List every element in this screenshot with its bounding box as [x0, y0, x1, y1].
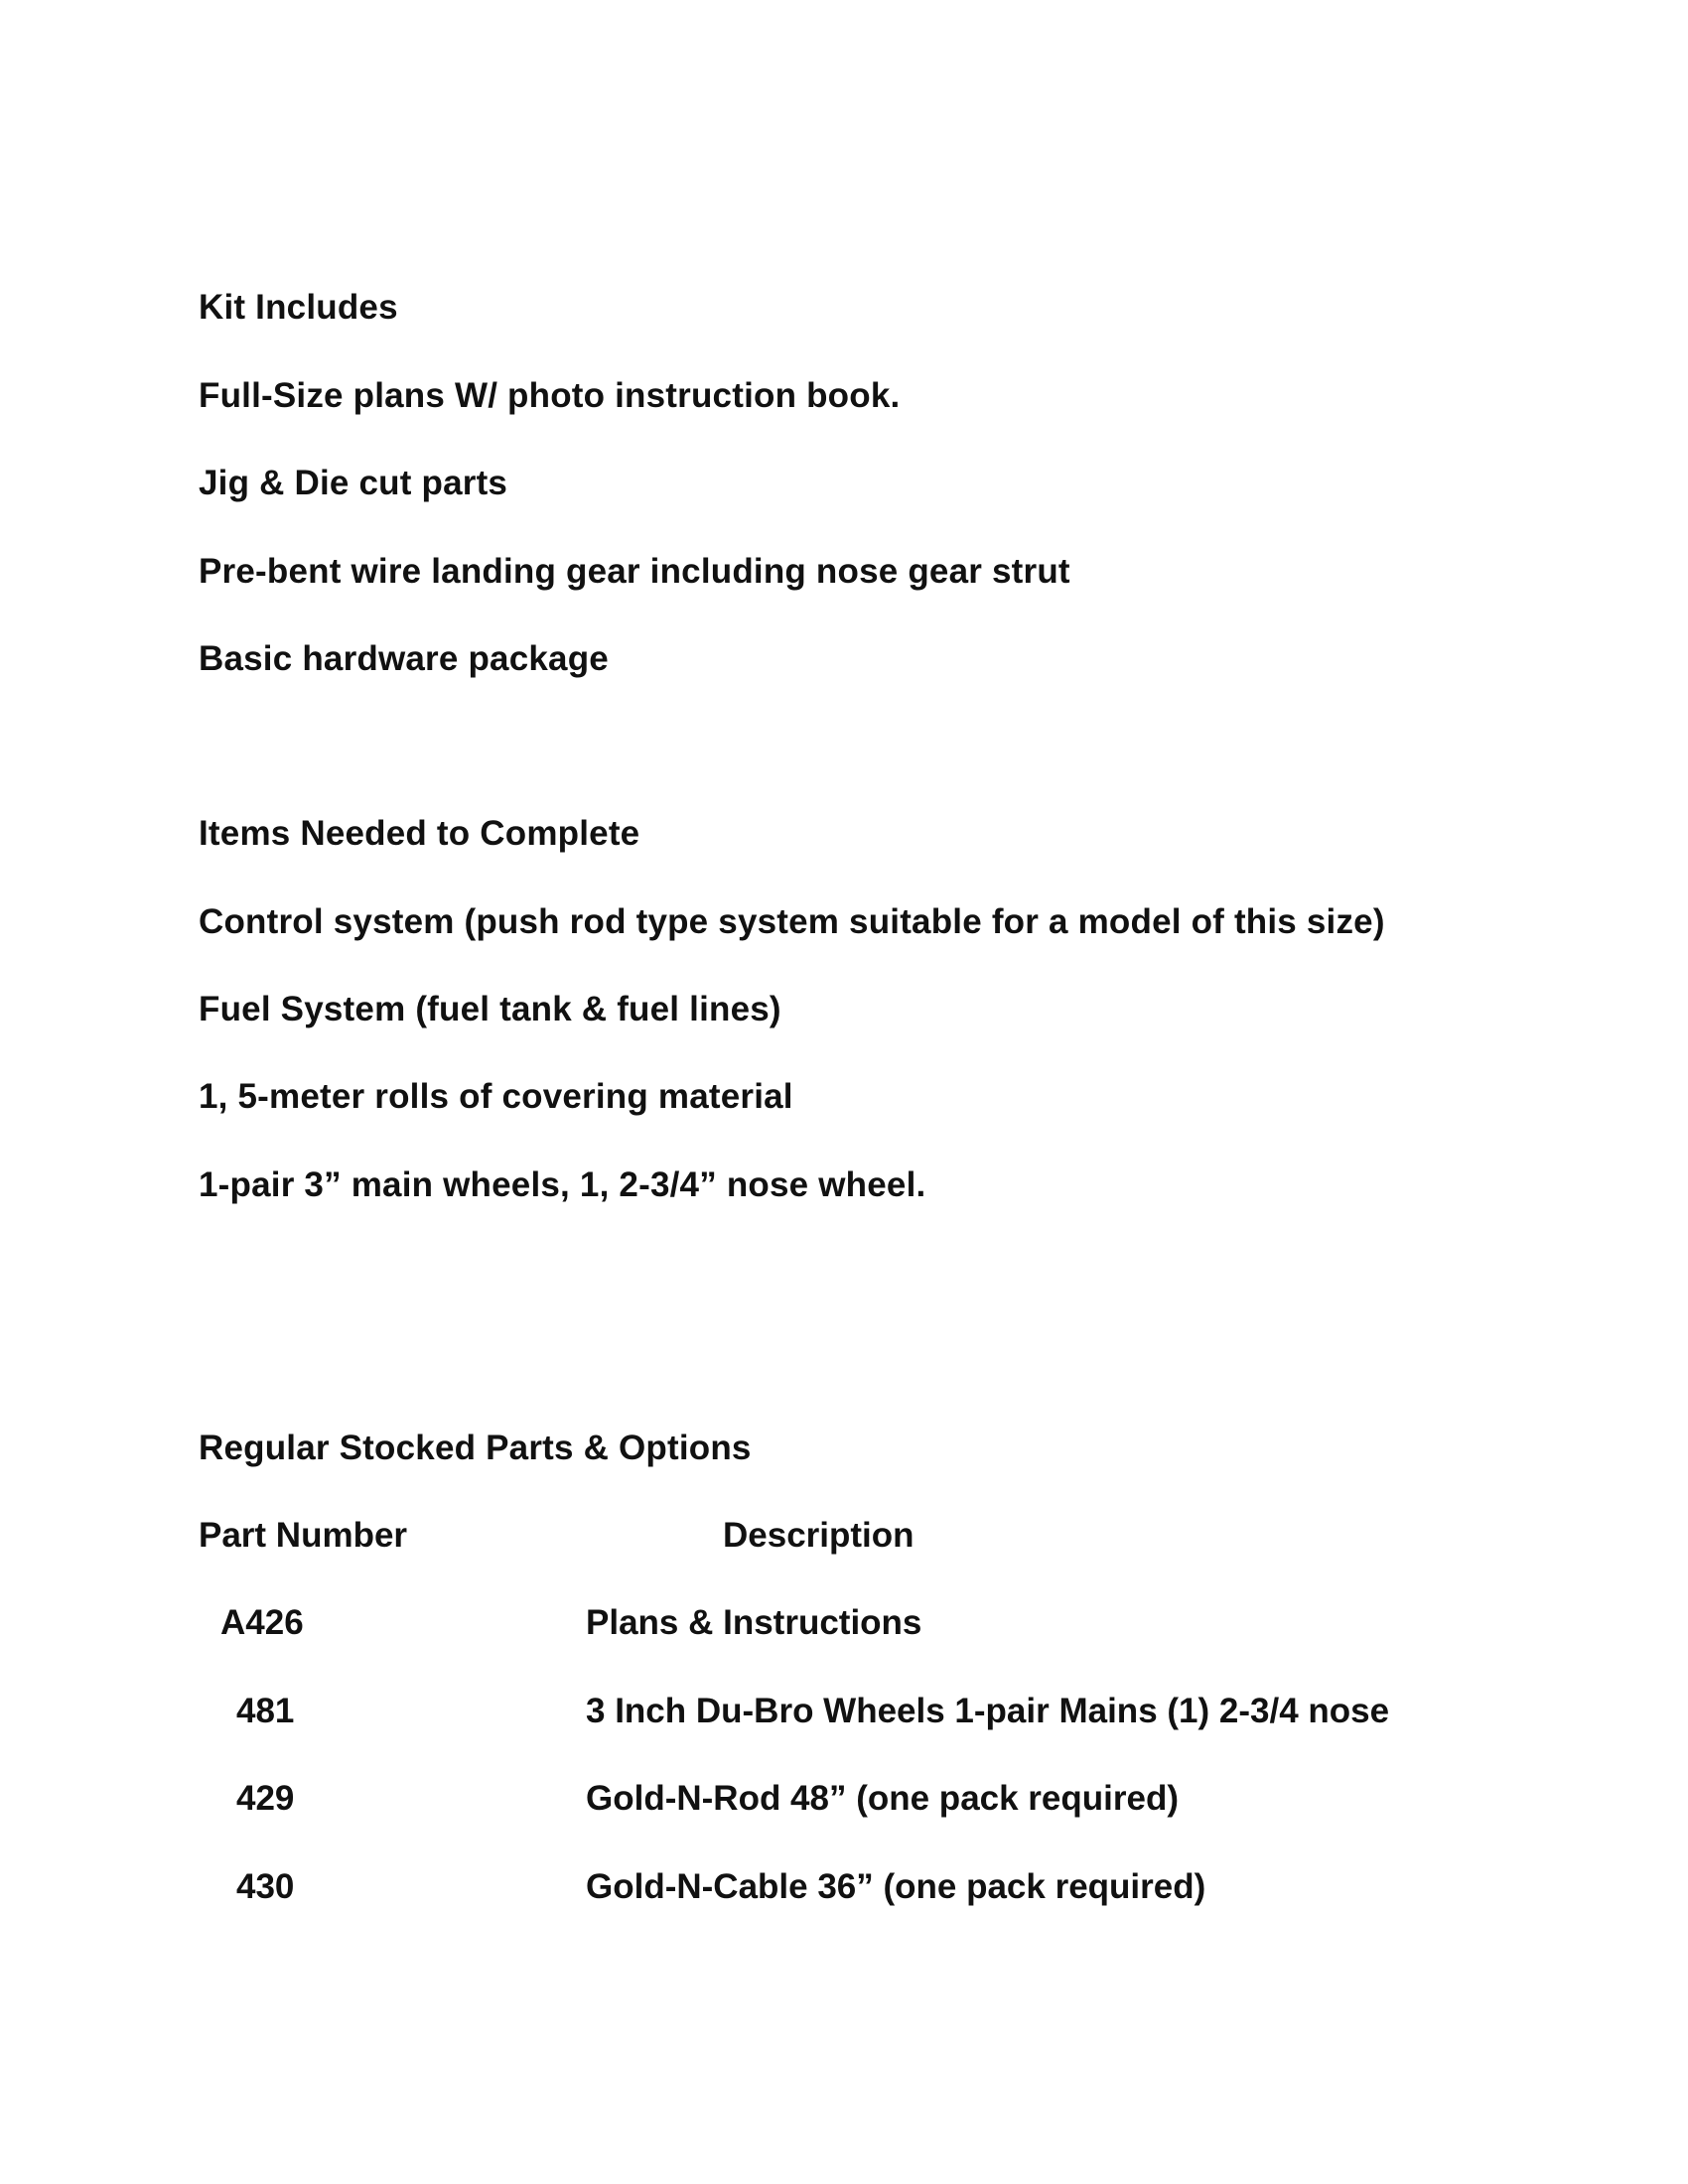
kit-includes-item: Pre-bent wire landing gear including nose gear strut	[199, 552, 1070, 591]
part-number: 429	[236, 1779, 295, 1818]
part-number: A426	[220, 1603, 304, 1642]
part-description: Gold-N-Rod 48” (one pack required)	[586, 1779, 1179, 1818]
kit-includes-heading: Kit Includes	[199, 288, 398, 327]
table-row	[0, 1690, 1688, 1733]
items-needed-heading: Items Needed to Complete	[199, 814, 640, 853]
parts-heading: Regular Stocked Parts & Options	[199, 1429, 752, 1467]
part-description: Gold-N-Cable 36” (one pack required)	[586, 1867, 1206, 1906]
part-number: 481	[236, 1692, 295, 1730]
kit-includes-item: Jig & Die cut parts	[199, 464, 508, 502]
table-row	[0, 1777, 1688, 1821]
column-header-description: Description	[723, 1516, 914, 1555]
items-needed-item: Control system (push rod type system suitable for a model of this size)	[199, 902, 1385, 941]
kit-includes-item: Basic hardware package	[199, 639, 609, 678]
items-needed-item: 1-pair 3” main wheels, 1, 2-3/4” nose wheel.	[199, 1165, 926, 1204]
table-row	[0, 1601, 1688, 1645]
parts-table-header	[0, 1514, 1688, 1558]
part-number: 430	[236, 1867, 295, 1906]
items-needed-item: 1, 5-meter rolls of covering material	[199, 1077, 793, 1116]
kit-includes-item: Full-Size plans W/ photo instruction book.	[199, 376, 901, 415]
part-description: Plans & Instructions	[586, 1603, 922, 1642]
part-description: 3 Inch Du-Bro Wheels 1-pair Mains (1) 2-3/4 nose	[586, 1692, 1390, 1730]
table-row	[0, 1865, 1688, 1909]
column-header-part-number: Part Number	[199, 1516, 408, 1555]
items-needed-item: Fuel System (fuel tank & fuel lines)	[199, 990, 781, 1028]
